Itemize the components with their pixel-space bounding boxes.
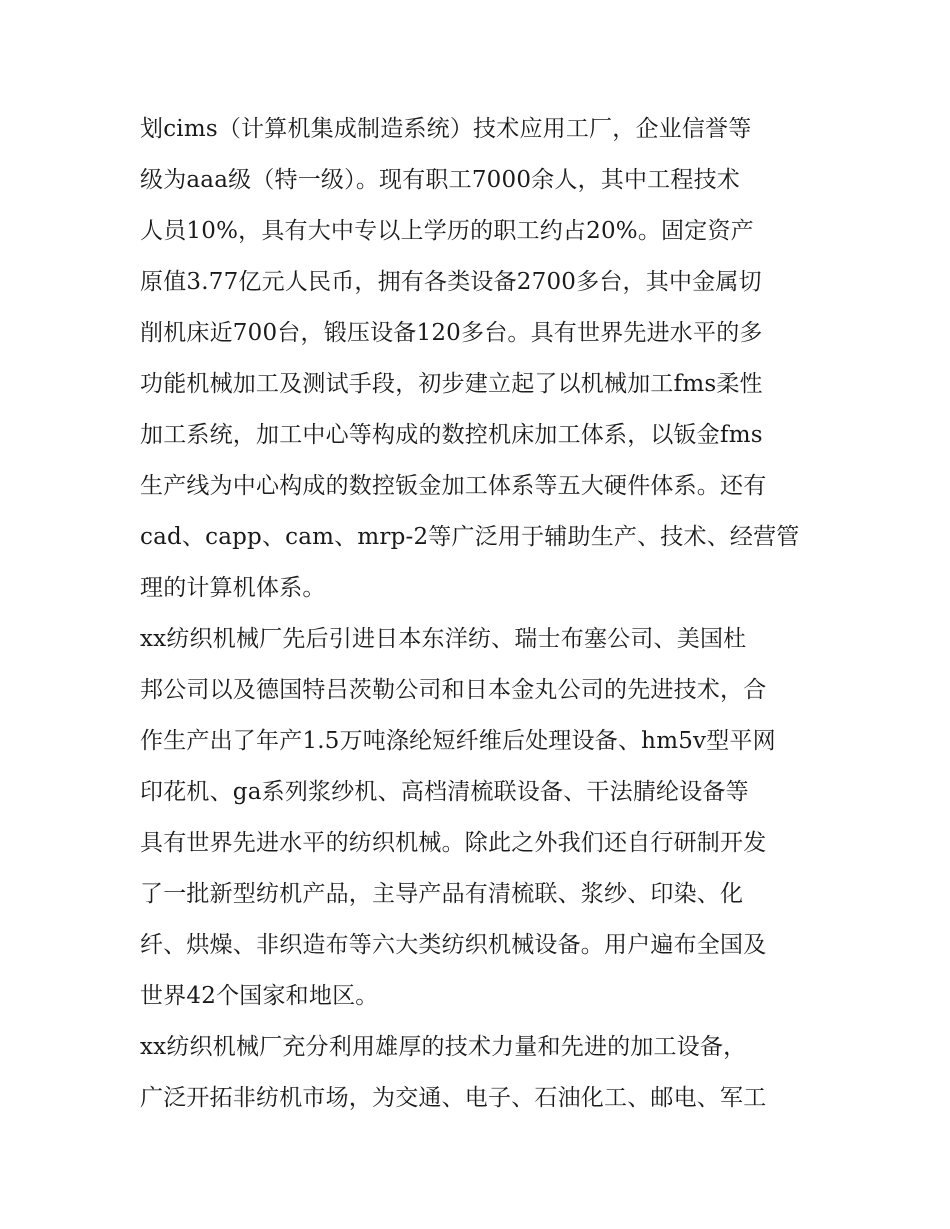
text-line: 纤、烘燥、非织造布等六大类纺织机械设备。用户遍布全国及	[140, 932, 767, 958]
text-line: 生产线为中心构成的数控钣金加工体系等五大硬件体系。还有	[140, 473, 767, 499]
paragraph-technology-import	[140, 614, 812, 1022]
paragraph-market-expansion	[140, 1022, 812, 1124]
text-line: 级为aaa级（特一级）。现有职工7000余人，其中工程技术	[140, 167, 740, 193]
text-line: 具有世界先进水平的纺织机械。除此之外我们还自行研制开发	[140, 830, 767, 856]
text-line: 人员10%，具有大中专以上学历的职工约占20%。固定资产	[140, 218, 754, 244]
text-line: 印花机、ga系列浆纱机、高档清梳联设备、干法腈纶设备等	[140, 779, 749, 805]
text-line: 功能机械加工及测试手段，初步建立起了以机械加工fms柔性	[140, 371, 763, 397]
text-line: 削机床近700台，锻压设备120多台。具有世界先进水平的多	[140, 320, 763, 346]
text-line: 世界42个国家和地区。	[140, 983, 379, 1009]
text-line: 邦公司以及德国特吕茨勒公司和日本金丸公司的先进技术，合	[140, 677, 767, 703]
text-line: 作生产出了年产1.5万吨涤纶短纤维后处理设备、hm5v型平网	[140, 728, 776, 754]
text-line: xx纺织机械厂先后引进日本东洋纺、瑞士布塞公司、美国杜	[140, 626, 747, 652]
text-line: 加工系统，加工中心等构成的数控机床加工体系，以钣金fms	[140, 422, 763, 448]
text-line: xx纺织机械厂充分利用雄厚的技术力量和先进的加工设备，	[140, 1034, 747, 1060]
text-line: 了一批新型纺机产品，主导产品有清梳联、浆纱、印染、化	[140, 881, 744, 907]
document-body	[140, 104, 812, 1124]
paragraph-factory-overview	[140, 104, 812, 614]
text-line: 理的计算机体系。	[140, 575, 326, 601]
text-line: 原值3.77亿元人民币，拥有各类设备2700多台，其中金属切	[140, 269, 762, 295]
text-line: cad、capp、cam、mrp-2等广泛用于辅助生产、技术、经营管	[140, 524, 800, 550]
text-line: 划cims（计算机集成制造系统）技术应用工厂，企业信誉等	[140, 116, 752, 142]
text-line: 广泛开拓非纺机市场，为交通、电子、石油化工、邮电、军工	[140, 1085, 767, 1111]
